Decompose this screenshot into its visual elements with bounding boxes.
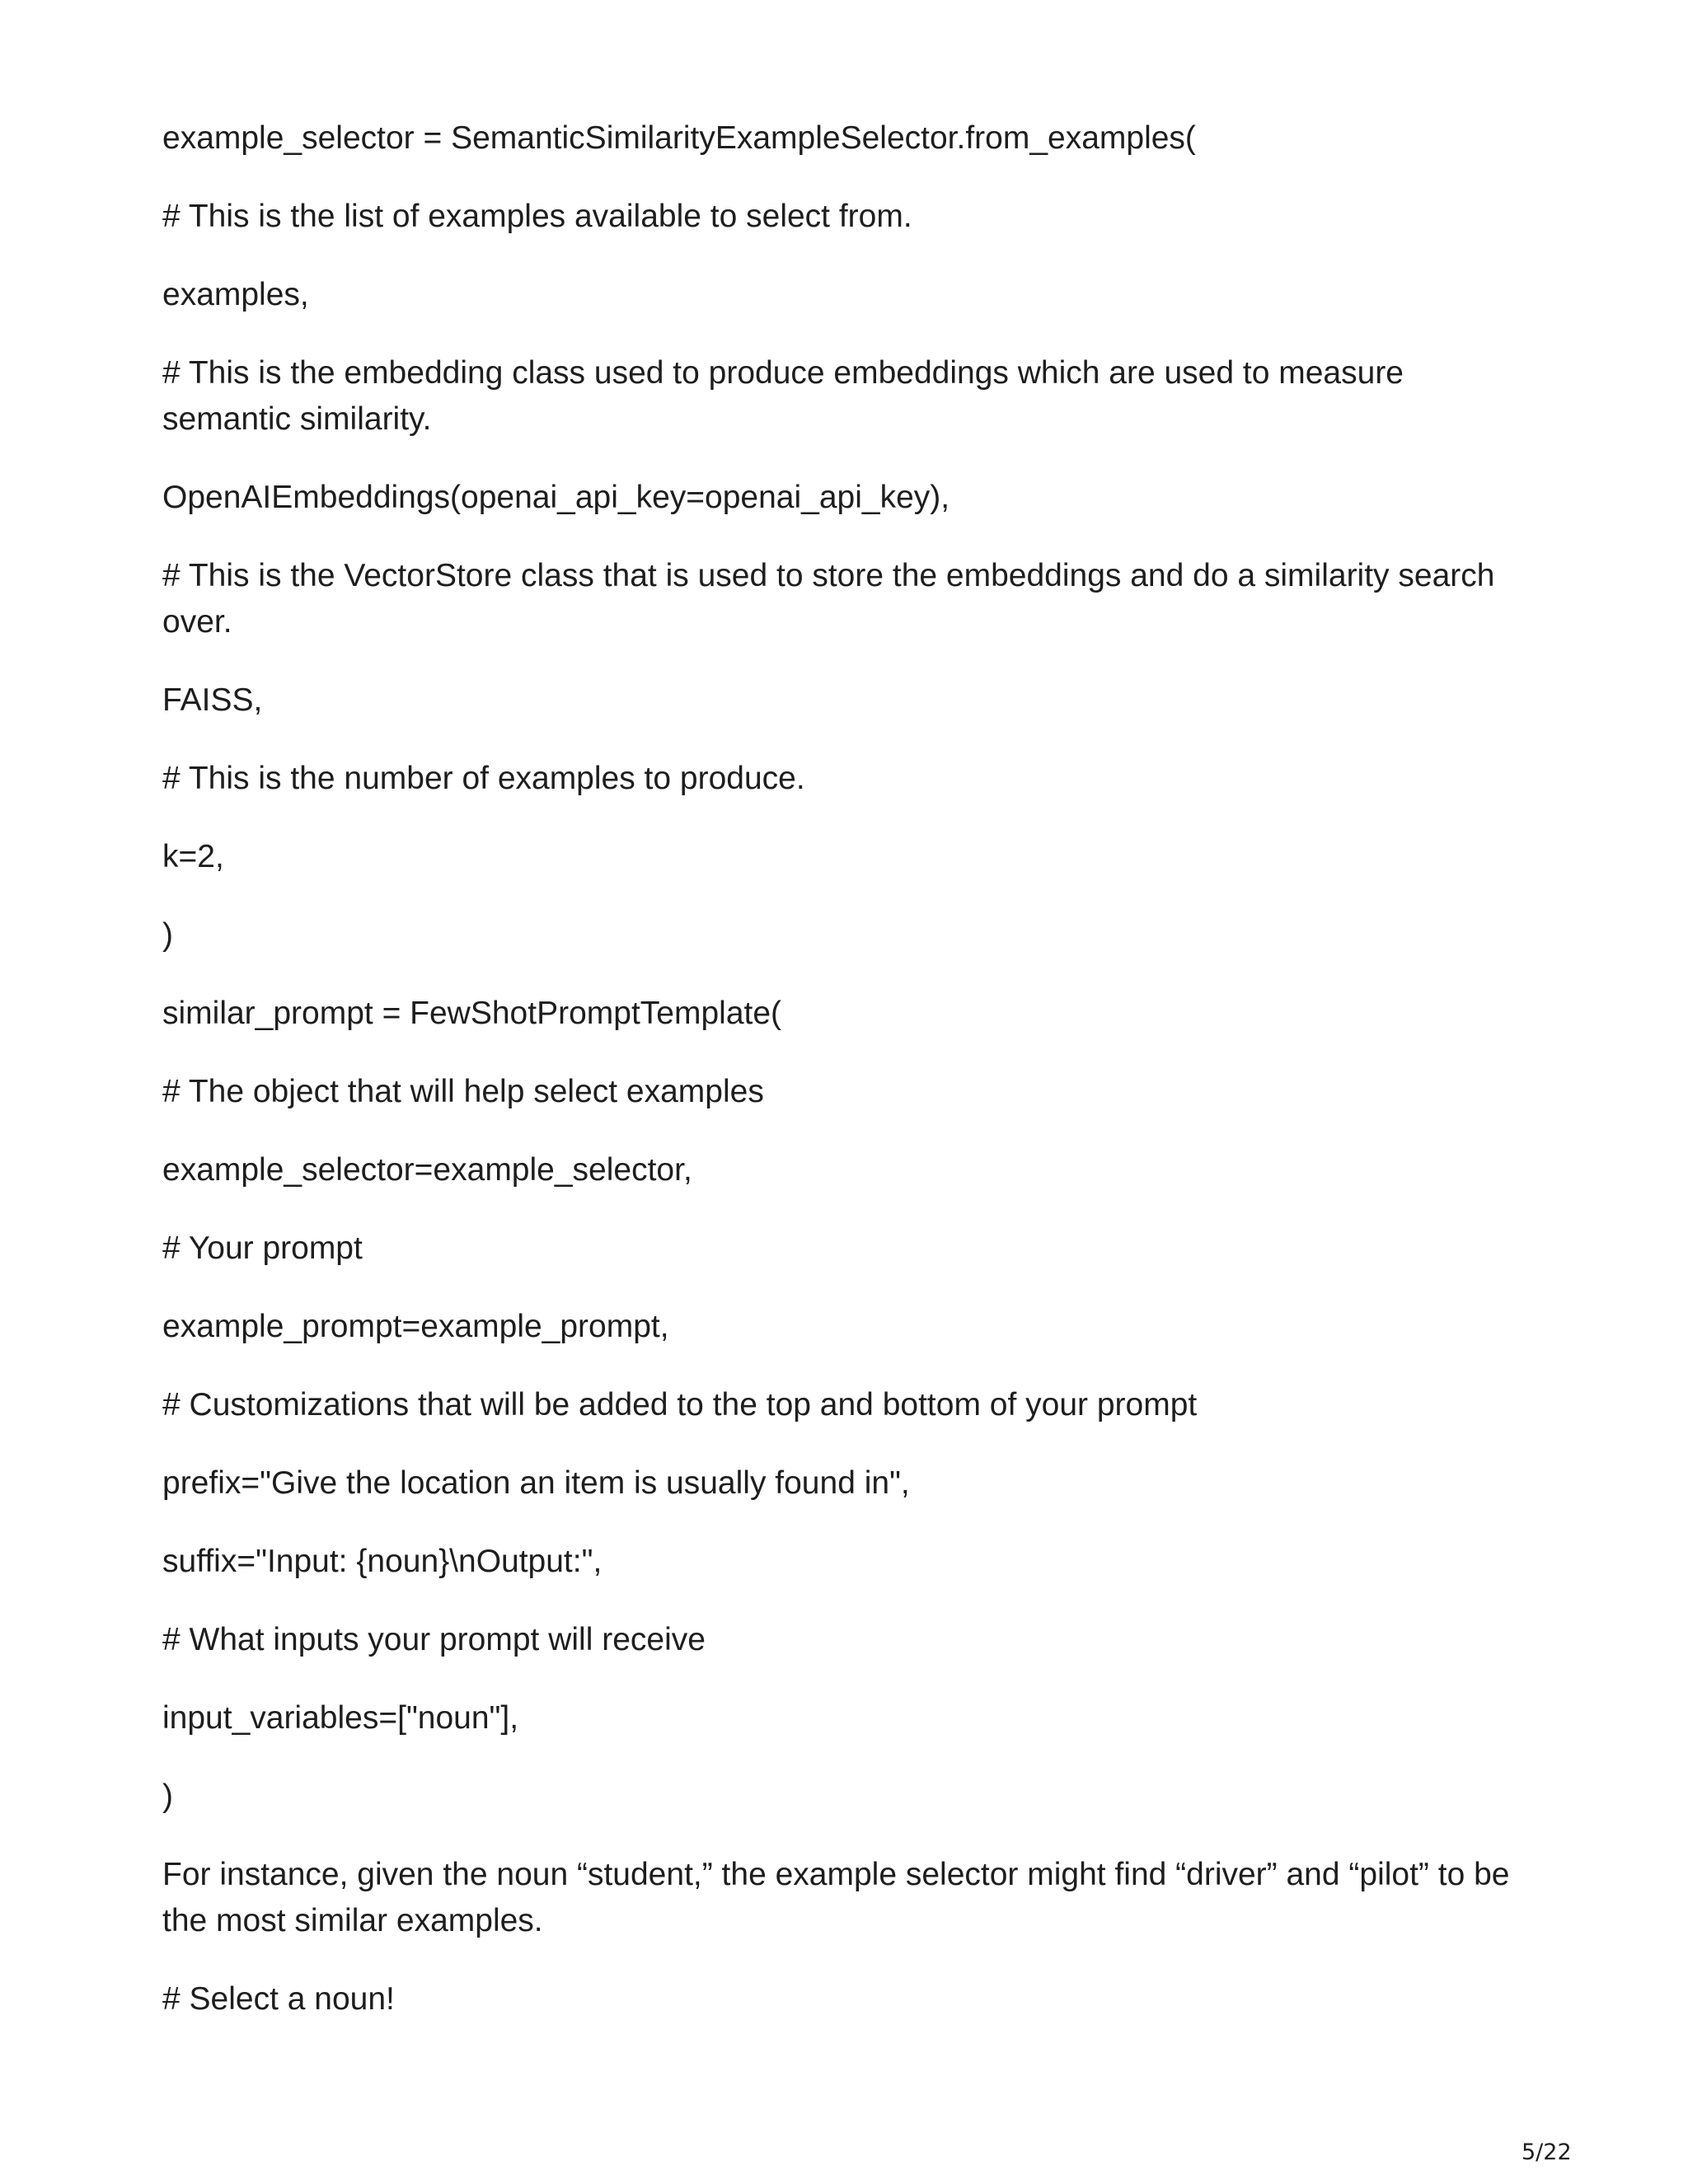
code-line-example-selector: example_selector = SemanticSimilarityExampleSelector.from_examples( — [162, 120, 1196, 156]
code-line-openai-embeddings: OpenAIEmbeddings(openai_api_key=openai_api_key), — [162, 480, 950, 515]
code-line-close-paren-2: ) — [162, 1779, 173, 1814]
code-line-suffix: suffix="Input: {noun}\nOutput:", — [162, 1544, 603, 1579]
comment-your-prompt: # Your prompt — [162, 1230, 363, 1266]
comment-customizations: # Customizations that will be added to the top and bottom of your prompt — [162, 1387, 1198, 1422]
comment-vectorstore-class: # This is the VectorStore class that is used to store the embeddings and do a similarity search over. — [162, 558, 1504, 640]
comment-embedding-class: # This is the embedding class used to produce embeddings which are used to measure semantic similarity. — [162, 355, 1413, 437]
code-line-prefix: prefix="Give the location an item is usually found in", — [162, 1465, 910, 1501]
code-line-input-variables: input_variables=["noun"], — [162, 1700, 519, 1736]
code-line-faiss: FAISS, — [162, 682, 263, 718]
comment-number-of-examples: # This is the number of examples to produce. — [162, 761, 805, 796]
code-line-examples: examples, — [162, 277, 309, 312]
comment-object-select: # The object that will help select examples — [162, 1074, 764, 1109]
code-line-example-prompt: example_prompt=example_prompt, — [162, 1309, 669, 1344]
document-body — [162, 115, 1531, 2055]
code-line-similar-prompt: similar_prompt = FewShotPromptTemplate( — [162, 996, 782, 1031]
code-line-example-selector-arg: example_selector=example_selector, — [162, 1152, 692, 1188]
code-line-close-paren: ) — [162, 917, 173, 953]
comment-examples-list: # This is the list of examples available to select from. — [162, 199, 912, 234]
comment-select-noun: # Select a noun! — [162, 1981, 395, 2017]
comment-inputs: # What inputs your prompt will receive — [162, 1622, 706, 1657]
code-line-k: k=2, — [162, 839, 224, 874]
page-number: 5/22 — [1522, 2139, 1572, 2165]
explanation-paragraph: For instance, given the noun “student,” the example selector might find “driver” and “pilot” to be the most similar examples. — [162, 1857, 1519, 1938]
